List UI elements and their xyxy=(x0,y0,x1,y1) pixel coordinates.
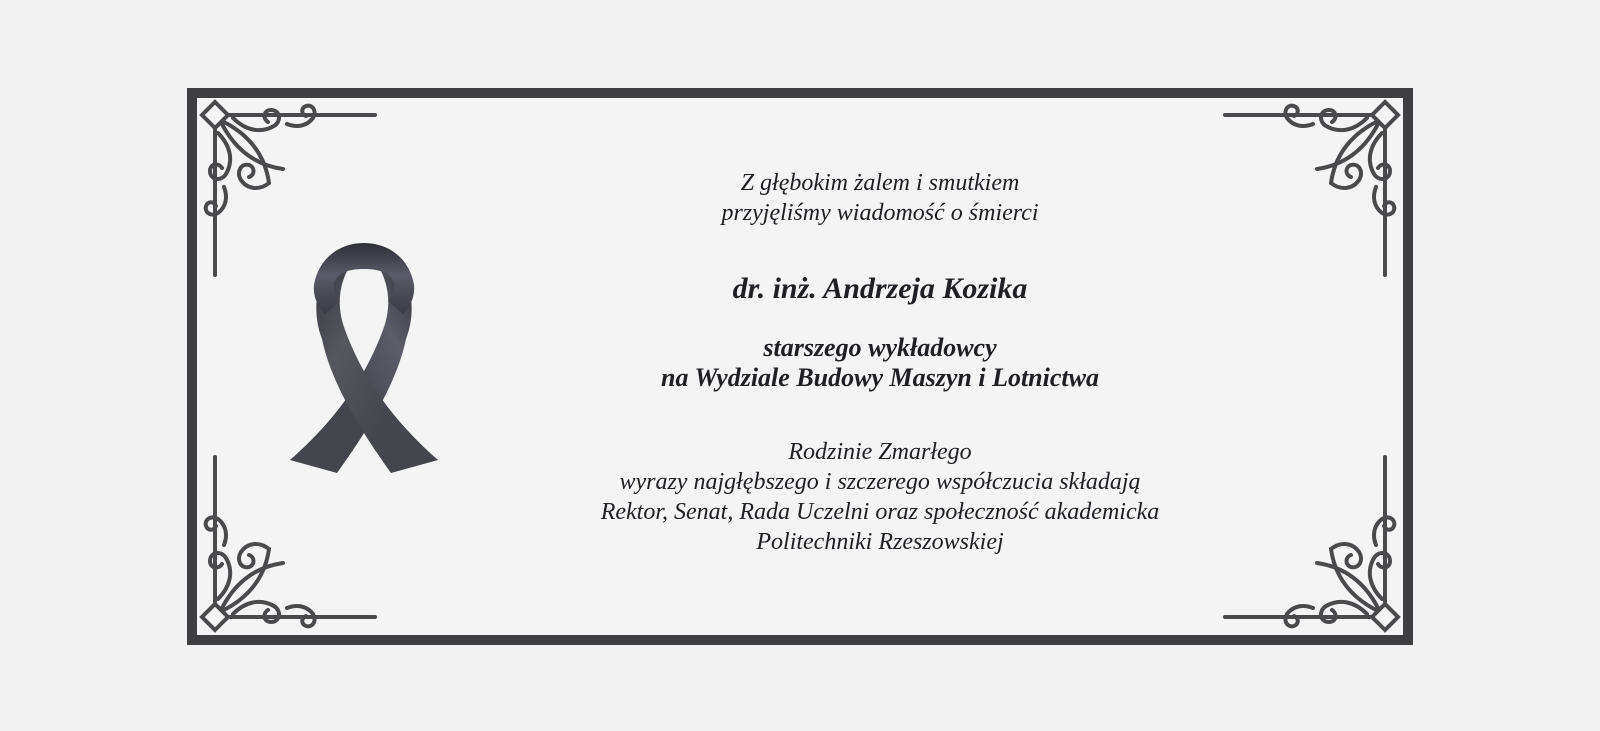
deceased-title-line-2: na Wydziale Budowy Maszyn i Lotnictwa xyxy=(661,363,1099,392)
condolence-text xyxy=(490,437,1270,557)
condolence-line-3: Rektor, Senat, Rada Uczelni oraz społeczność akademicka xyxy=(600,499,1160,525)
intro-line-2: przyjęliśmy wiadomość o śmierci xyxy=(721,200,1039,226)
condolence-line-2: wyrazy najgłębszego i szczerego współczucia składają xyxy=(619,469,1141,495)
deceased-title-line-1: starszego wykładowcy xyxy=(763,333,997,362)
condolence-line-4: Politechniki Rzeszowskiej xyxy=(756,529,1004,555)
condolence-line-1: Rodzinie Zmarłego xyxy=(788,439,972,465)
deceased-name-text: dr. inż. Andrzeja Kozika xyxy=(732,272,1028,305)
deceased-title xyxy=(490,333,1270,393)
deceased-name xyxy=(490,271,1270,307)
intro-line-1: Z głębokim żalem i smutkiem xyxy=(740,170,1020,196)
intro-text xyxy=(490,168,1270,228)
